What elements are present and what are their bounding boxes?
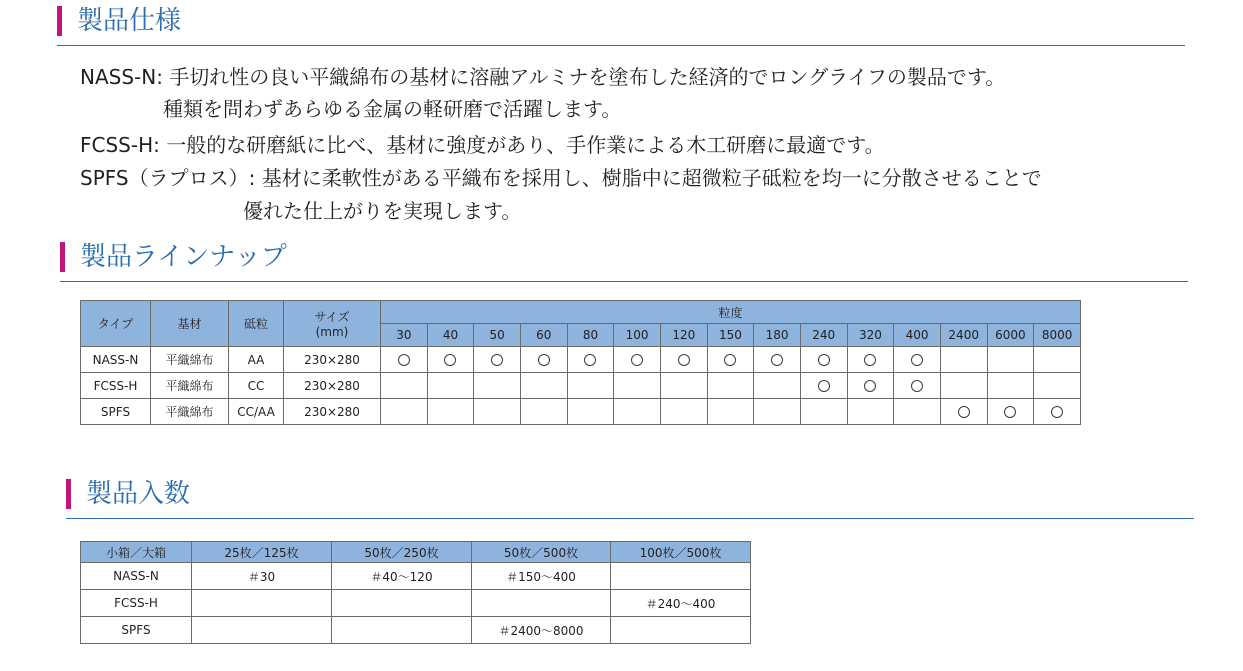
- available-circle-icon: [444, 354, 456, 366]
- qty-cell: ＃150～400: [472, 563, 611, 590]
- grit-cell-6000: [987, 347, 1034, 373]
- spec-section-heading: [57, 2, 1185, 46]
- lineup-row: [81, 347, 1081, 373]
- grit-cell-2400: [940, 399, 987, 425]
- grit-cell-30: [381, 347, 428, 373]
- grit-cell-400: [894, 373, 941, 399]
- grit-cell-6000: [987, 399, 1034, 425]
- description-nass-n: NASS-N: 手切れ性の良い平織綿布の基材に溶融アルミナを塗布した経済的でロングライフの製品です。: [80, 65, 1006, 89]
- grit-cell-180: [754, 399, 801, 425]
- header-size-label: サイズ: [314, 310, 350, 324]
- grit-cell-100: [614, 347, 661, 373]
- grit-cell-180: [754, 373, 801, 399]
- grit-header-150: 150: [707, 324, 754, 347]
- grit-cell-80: [567, 373, 614, 399]
- grit-cell-30: [381, 399, 428, 425]
- available-circle-icon: [771, 354, 783, 366]
- grit-cell-180: [754, 347, 801, 373]
- grit-cell-150: [707, 399, 754, 425]
- available-circle-icon: [678, 354, 690, 366]
- available-circle-icon: [584, 354, 596, 366]
- grit-header-8000: 8000: [1034, 324, 1081, 347]
- cell-abrasive: AA: [229, 347, 284, 373]
- section-title: 製品仕様: [77, 6, 182, 36]
- grit-cell-100: [614, 399, 661, 425]
- qty-cell: ＃30: [192, 563, 332, 590]
- heading-accent-bar: [66, 479, 71, 509]
- qty-product-cell: NASS-N: [81, 563, 192, 590]
- grit-cell-120: [660, 347, 707, 373]
- section-title: 製品ラインナップ: [80, 242, 287, 272]
- available-circle-icon: [538, 354, 550, 366]
- cell-size: 230×280: [284, 347, 381, 373]
- qty-row: [81, 617, 751, 644]
- cell-type: FCSS-H: [81, 373, 151, 399]
- description-spfs: SPFS（ラプロス）: 基材に柔軟性がある平織布を採用し、樹脂中に超微粒子砥粒を均一に分散させることで: [80, 166, 1042, 190]
- cell-size: 230×280: [284, 373, 381, 399]
- available-circle-icon: [864, 354, 876, 366]
- qty-cell: [611, 563, 751, 590]
- available-circle-icon: [491, 354, 503, 366]
- grit-header-240: 240: [800, 324, 847, 347]
- header-size: [284, 301, 381, 347]
- qty-cell: [332, 617, 472, 644]
- header-base: 基材: [151, 301, 229, 347]
- description-nass-n-cont: 種類を問わずあらゆる金属の軽研磨で活躍します。: [163, 97, 622, 121]
- grit-header-120: 120: [660, 324, 707, 347]
- grit-cell-320: [847, 373, 894, 399]
- qty-product-cell: FCSS-H: [81, 590, 192, 617]
- grit-header-320: 320: [847, 324, 894, 347]
- qty-product-cell: SPFS: [81, 617, 192, 644]
- qty-cell: ＃2400～8000: [472, 617, 611, 644]
- heading-accent-bar: [57, 6, 62, 36]
- header-type: タイプ: [81, 301, 151, 347]
- qty-header: 50枚／250枚: [332, 542, 472, 563]
- available-circle-icon: [398, 354, 410, 366]
- available-circle-icon: [1051, 406, 1063, 418]
- heading-accent-bar: [60, 242, 65, 272]
- grit-cell-2400: [940, 347, 987, 373]
- grit-cell-320: [847, 347, 894, 373]
- available-circle-icon: [958, 406, 970, 418]
- grit-cell-240: [800, 399, 847, 425]
- header-abrasive: 砥粒: [229, 301, 284, 347]
- grit-cell-60: [520, 373, 567, 399]
- cell-abrasive: CC/AA: [229, 399, 284, 425]
- grit-cell-2400: [940, 373, 987, 399]
- grit-cell-80: [567, 347, 614, 373]
- available-circle-icon: [631, 354, 643, 366]
- grit-header-180: 180: [754, 324, 801, 347]
- qty-cell: [332, 590, 472, 617]
- qty-header: 小箱／大箱: [81, 542, 192, 563]
- grit-header-100: 100: [614, 324, 661, 347]
- grit-cell-8000: [1034, 399, 1081, 425]
- available-circle-icon: [818, 380, 830, 392]
- grit-header-80: 80: [567, 324, 614, 347]
- grit-header-2400: 2400: [940, 324, 987, 347]
- qty-header: 50枚／500枚: [472, 542, 611, 563]
- grit-cell-120: [660, 399, 707, 425]
- grit-cell-240: [800, 373, 847, 399]
- grit-cell-40: [427, 373, 474, 399]
- lineup-row: [81, 399, 1081, 425]
- product-lineup-table: [80, 300, 1081, 425]
- available-circle-icon: [911, 380, 923, 392]
- grit-cell-40: [427, 399, 474, 425]
- heading-rule: [60, 281, 1188, 282]
- grit-cell-120: [660, 373, 707, 399]
- grit-cell-40: [427, 347, 474, 373]
- product-quantity-table: [80, 541, 751, 644]
- qty-cell: [192, 617, 332, 644]
- grit-cell-150: [707, 373, 754, 399]
- heading-rule: [57, 45, 1185, 46]
- grit-cell-60: [520, 399, 567, 425]
- section-title: 製品入数: [86, 479, 191, 509]
- available-circle-icon: [864, 380, 876, 392]
- available-circle-icon: [724, 354, 736, 366]
- grit-cell-50: [474, 373, 521, 399]
- grit-cell-8000: [1034, 373, 1081, 399]
- cell-size: 230×280: [284, 399, 381, 425]
- grit-header-6000: 6000: [987, 324, 1034, 347]
- grit-cell-100: [614, 373, 661, 399]
- description-fcss-h: FCSS-H: 一般的な研磨紙に比べ、基材に強度があり、手作業による木工研磨に最適です。: [80, 133, 885, 157]
- grit-cell-80: [567, 399, 614, 425]
- lineup-row: [81, 373, 1081, 399]
- grit-cell-50: [474, 347, 521, 373]
- available-circle-icon: [818, 354, 830, 366]
- qty-row: [81, 563, 751, 590]
- cell-type: SPFS: [81, 399, 151, 425]
- grit-cell-150: [707, 347, 754, 373]
- cell-abrasive: CC: [229, 373, 284, 399]
- qty-cell: [192, 590, 332, 617]
- grit-header-50: 50: [474, 324, 521, 347]
- qty-header: 100枚／500枚: [611, 542, 751, 563]
- qty-row: [81, 590, 751, 617]
- heading-rule: [66, 518, 1194, 519]
- qty-cell: [611, 617, 751, 644]
- grit-cell-30: [381, 373, 428, 399]
- cell-type: NASS-N: [81, 347, 151, 373]
- grit-cell-240: [800, 347, 847, 373]
- grit-header-30: 30: [381, 324, 428, 347]
- qty-cell: ＃240～400: [611, 590, 751, 617]
- grit-header-400: 400: [894, 324, 941, 347]
- grit-cell-400: [894, 347, 941, 373]
- grit-cell-400: [894, 399, 941, 425]
- grit-cell-8000: [1034, 347, 1081, 373]
- description-spfs-cont: 優れた仕上がりを実現します。: [243, 199, 522, 223]
- available-circle-icon: [1004, 406, 1016, 418]
- header-size-unit: (mm): [315, 325, 349, 339]
- grit-header-40: 40: [427, 324, 474, 347]
- header-grit: 粒度: [381, 301, 1081, 324]
- cell-base: 平織綿布: [151, 373, 229, 399]
- grit-cell-60: [520, 347, 567, 373]
- grit-cell-6000: [987, 373, 1034, 399]
- quantity-section-heading: [66, 475, 1194, 519]
- available-circle-icon: [911, 354, 923, 366]
- qty-header: 25枚／125枚: [192, 542, 332, 563]
- qty-cell: ＃40～120: [332, 563, 472, 590]
- qty-cell: [472, 590, 611, 617]
- grit-cell-320: [847, 399, 894, 425]
- grit-cell-50: [474, 399, 521, 425]
- lineup-section-heading: [60, 238, 1188, 282]
- grit-header-60: 60: [520, 324, 567, 347]
- cell-base: 平織綿布: [151, 399, 229, 425]
- cell-base: 平織綿布: [151, 347, 229, 373]
